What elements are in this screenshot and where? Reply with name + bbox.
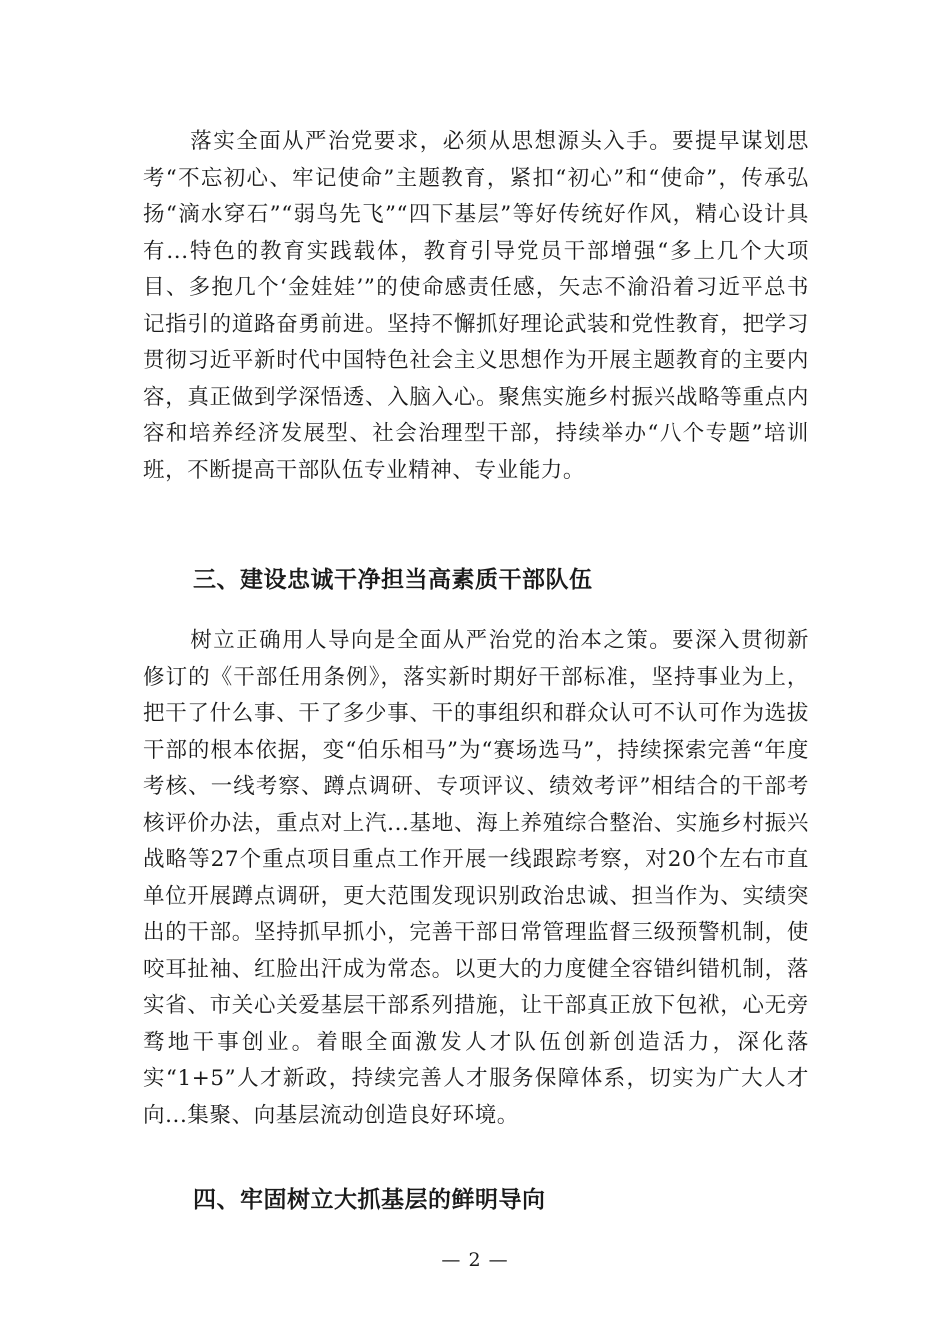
page-number: — 2 —	[441, 1249, 509, 1271]
body-paragraph: 树立正确用人导向是全面从严治党的治本之策。要深入贯彻新修订的《干部任用条例》，落实新时期好干部标准，坚持事业为上，把干了什么事、干了多少事、干的事组织和群众认可不认可作为选拔干部的根本依据，变“伯乐相马”为“赛场选马”，持续探索完善“年度考核、一线考察、蹲点调研、专项评议、绩效考评”相结合的干部考核评价办法，重点对上汽...基地、海上养殖综合整治、实施乡村振兴战略等27个重点项目重点工作开展一线跟踪考察，对20个左右市直单位开展蹲点调研，更大范围发现识别政治忠诚、担当作为、实绩突出的干部。坚持抓早抓小，完善干部日常管理监督三级预警机制，使咬耳扯袖、红脸出汗成为常态。以更大的力度健全容错纠错机制，落实省、市关心关爱基层干部系列措施，让干部真正放下包袱，心无旁骛地干事创业。着眼全面激发人才队伍创新创造活力，深化落实“1+5”人才新政，持续完善人才服务保障体系，切实为广大人才向...集聚、向基层流动创造良好环境。	[143, 628, 809, 1128]
section-heading: 三、建设忠诚干净担当高素质干部队伍	[193, 567, 593, 593]
body-paragraph: 落实全面从严治党要求，必须从思想源头入手。要提早谋划思考“不忘初心、牢记使命”主题教育，紧扣“初心”和“使命”，传承弘扬“滴水穿石”“弱鸟先飞”“四下基层”等好传统好作风，精心设计具有...特色的教育实践载体，教育引导党员干部增强“多上几个大项目、多抱几个‘金娃娃’”的使命感责任感，矢志不渝沿着习近平总书记指引的道路奋勇前进。坚持不懈抓好理论武装和党性教育，把学习贯彻习近平新时代中国特色社会主义思想作为开展主题教育的主要内容，真正做到学深悟透、入脑入心。聚焦实施乡村振兴战略等重点内容和培养经济发展型、社会治理型干部，持续举办“八个专题”培训班，不断提高干部队伍专业精神、专业能力。	[143, 129, 809, 483]
section-heading: 四、牢固树立大抓基层的鲜明导向	[193, 1187, 546, 1213]
